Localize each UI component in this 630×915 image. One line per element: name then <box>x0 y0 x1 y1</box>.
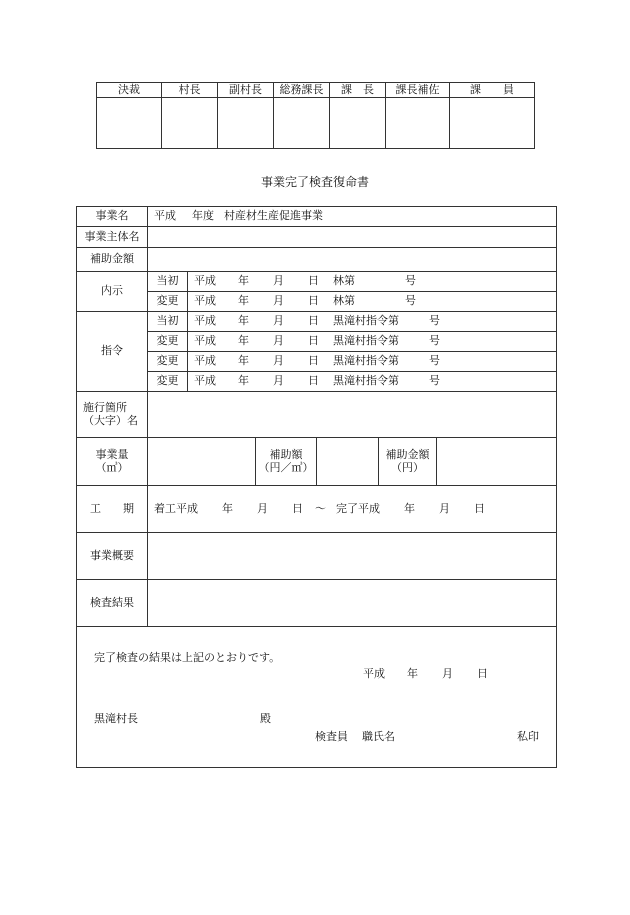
label-hojogaku-line1: 補助額 <box>269 447 303 461</box>
shirei-number: 黒滝村指令第 <box>333 354 399 368</box>
date-day: 日 <box>308 274 319 288</box>
label-jigyoryo <box>77 438 148 486</box>
label-sekou-line2: （大字）名 <box>83 413 138 427</box>
row-final <box>77 627 557 768</box>
label-hojokin-line2: （円） <box>391 460 424 474</box>
label-hojogaku-line2: （円／㎥） <box>258 460 314 474</box>
date-year: 年 <box>238 314 249 328</box>
approval-header-kain: 課 員 <box>450 83 535 98</box>
label-shutai: 事業主体名 <box>77 227 148 248</box>
shirei-go: 号 <box>429 354 440 368</box>
field-shutai[interactable] <box>148 227 557 248</box>
shirei-number: 黒滝村指令第 <box>333 314 399 328</box>
field-naiji-date[interactable] <box>188 272 557 292</box>
label-hojokin-line1: 補助金額 <box>385 447 430 461</box>
label-jigyoryo-line2: （㎥） <box>95 460 129 474</box>
approval-stamp-cell[interactable] <box>162 98 218 149</box>
label-gaiyo: 事業概要 <box>77 533 148 580</box>
label-shirei: 指令 <box>77 312 148 392</box>
date-month: 月 <box>273 294 284 308</box>
field-hojogaku[interactable] <box>317 438 379 486</box>
shirei-type: 当初 <box>148 312 188 332</box>
field-sekou[interactable] <box>148 392 557 438</box>
date-era: 平成 <box>194 374 216 388</box>
approval-stamp-cell[interactable] <box>218 98 274 149</box>
label-kekka: 検査結果 <box>77 580 148 627</box>
row-shirei-2 <box>77 332 557 352</box>
final-date-month: 月 <box>442 667 453 680</box>
koki-end-year: 年 <box>404 501 415 515</box>
field-hojokin[interactable] <box>437 438 557 486</box>
row-naiji-1 <box>77 272 557 292</box>
row-sekou <box>77 392 557 438</box>
approval-header-somukacho: 総務課長 <box>274 83 330 98</box>
row-shirei-3 <box>77 352 557 372</box>
koki-start-day: 日 <box>292 501 303 515</box>
row-naiji-2 <box>77 292 557 312</box>
label-jigyomei: 事業名 <box>77 207 148 227</box>
label-sekou-line1: 施行箇所 <box>83 400 127 414</box>
row-gaiyo <box>77 533 557 580</box>
row-koki <box>77 486 557 533</box>
shirei-go: 号 <box>429 374 440 388</box>
koki-end-month: 月 <box>439 501 450 515</box>
final-statement: 完了検査の結果は上記のとおりです。 <box>94 651 281 664</box>
field-shirei-date[interactable] <box>188 352 557 372</box>
final-statement-block <box>77 627 557 768</box>
inspection-form <box>76 206 557 768</box>
field-naiji-date[interactable] <box>188 292 557 312</box>
naiji-number: 林第 <box>333 274 355 288</box>
naiji-go: 号 <box>405 294 416 308</box>
shirei-number: 黒滝村指令第 <box>333 374 399 388</box>
jigyomei-name: 村産材生産促進事業 <box>224 209 323 223</box>
final-date-year: 年 <box>407 667 418 680</box>
row-jigyomei <box>77 207 557 227</box>
date-era: 平成 <box>194 354 216 368</box>
row-hojo-kingaku <box>77 248 557 272</box>
field-shirei-date[interactable] <box>188 332 557 352</box>
date-year: 年 <box>238 354 249 368</box>
field-kekka[interactable] <box>148 580 557 627</box>
koki-start: 着工平成 <box>154 501 198 515</box>
final-date-day: 日 <box>477 667 488 680</box>
approval-stamp-row <box>97 98 535 149</box>
date-month: 月 <box>273 314 284 328</box>
row-shutai <box>77 227 557 248</box>
label-naiji: 内示 <box>77 272 148 312</box>
shirei-go: 号 <box>429 334 440 348</box>
naiji-go: 号 <box>405 274 416 288</box>
approval-stamp-cell[interactable] <box>274 98 330 149</box>
date-era: 平成 <box>194 314 216 328</box>
row-jigyoryo <box>77 438 557 486</box>
date-day: 日 <box>308 354 319 368</box>
approval-header-kessai: 決裁 <box>97 83 162 98</box>
shirei-type: 変更 <box>148 352 188 372</box>
final-seal[interactable]: 私印 <box>517 730 539 743</box>
date-month: 月 <box>273 374 284 388</box>
shirei-number: 黒滝村指令第 <box>333 334 399 348</box>
date-day: 日 <box>308 334 319 348</box>
koki-start-month: 月 <box>257 501 268 515</box>
final-shokushimei[interactable]: 職氏名 <box>362 730 395 743</box>
approval-stamp-cell[interactable] <box>386 98 450 149</box>
date-year: 年 <box>238 274 249 288</box>
row-shirei-4 <box>77 372 557 392</box>
label-hojo-kingaku: 補助金額 <box>77 248 148 272</box>
date-month: 月 <box>273 334 284 348</box>
field-shirei-date[interactable] <box>188 312 557 332</box>
koki-tilde: ～ <box>315 501 326 515</box>
final-mayor: 黒滝村長 <box>94 712 138 725</box>
shirei-type: 変更 <box>148 372 188 392</box>
date-month: 月 <box>273 274 284 288</box>
date-era: 平成 <box>194 294 216 308</box>
field-koki[interactable] <box>148 486 557 533</box>
approval-header-fukusoncho: 副村長 <box>218 83 274 98</box>
date-year: 年 <box>238 334 249 348</box>
row-shirei-1 <box>77 312 557 332</box>
field-jigyomei[interactable] <box>148 207 557 227</box>
date-month: 月 <box>273 354 284 368</box>
naiji-type: 変更 <box>148 292 188 312</box>
jigyomei-nendo: 年度 <box>192 209 214 223</box>
approval-stamp-cell[interactable] <box>330 98 386 149</box>
final-inspector: 検査員 <box>315 730 348 743</box>
shirei-type: 変更 <box>148 332 188 352</box>
shirei-go: 号 <box>429 314 440 328</box>
approval-table <box>96 82 535 149</box>
date-day: 日 <box>308 374 319 388</box>
date-year: 年 <box>238 294 249 308</box>
date-era: 平成 <box>194 274 216 288</box>
field-jigyoryo[interactable] <box>148 438 256 486</box>
document-title: 事業完了検査復命書 <box>260 175 369 189</box>
field-shirei-date[interactable] <box>188 372 557 392</box>
final-date-era: 平成 <box>363 667 385 680</box>
field-gaiyo[interactable] <box>148 533 557 580</box>
label-jigyoryo-line1: 事業量 <box>95 447 129 461</box>
date-era: 平成 <box>194 334 216 348</box>
date-day: 日 <box>308 294 319 308</box>
label-koki: 工 期 <box>77 486 148 533</box>
approval-header-soncho: 村長 <box>162 83 218 98</box>
approval-header-row <box>97 83 535 98</box>
label-sekou <box>77 392 148 438</box>
approval-stamp-cell[interactable] <box>97 98 162 149</box>
naiji-type: 当初 <box>148 272 188 292</box>
date-year: 年 <box>238 374 249 388</box>
label-hojogaku <box>256 438 317 486</box>
approval-header-kachohosa: 課長補佐 <box>386 83 450 98</box>
approval-stamp-cell[interactable] <box>450 98 535 149</box>
final-date[interactable] <box>363 668 488 681</box>
final-tono: 殿 <box>260 712 271 725</box>
jigyomei-era: 平成 <box>154 209 176 223</box>
naiji-number: 林第 <box>333 294 355 308</box>
koki-start-year: 年 <box>222 501 233 515</box>
row-kekka <box>77 580 557 627</box>
label-hojokin <box>379 438 437 486</box>
koki-end: 完了平成 <box>336 501 380 515</box>
koki-end-day: 日 <box>474 501 485 515</box>
field-hojo-kingaku[interactable] <box>148 248 557 272</box>
date-day: 日 <box>308 314 319 328</box>
approval-header-kacho: 課 長 <box>330 83 386 98</box>
